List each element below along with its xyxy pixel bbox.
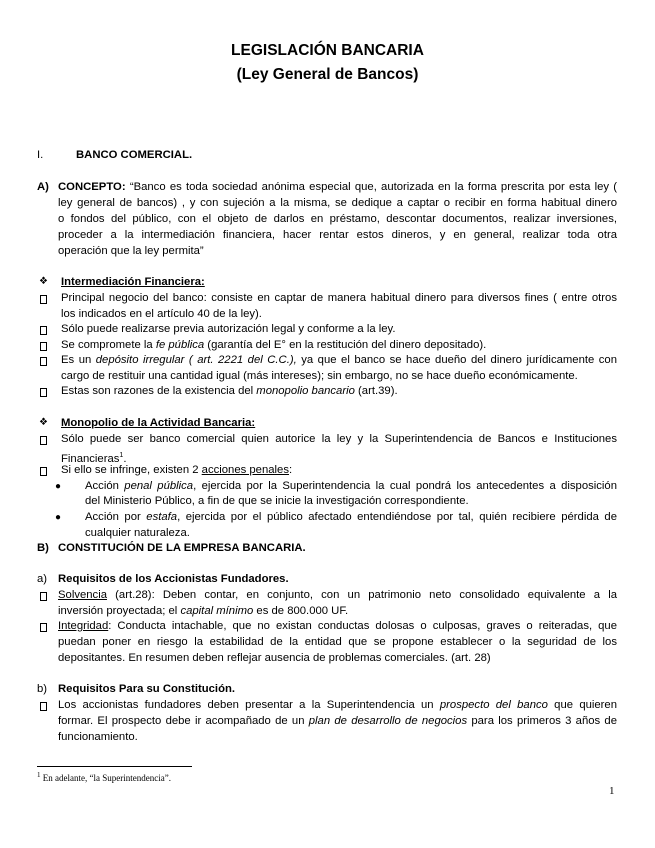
constitucion-bullet-line-1: Los accionistas fundadores deben presentar a la Superintendencia un prospecto del banco que quieren — [58, 699, 618, 711]
box-bullet-icon — [40, 357, 47, 366]
monopolio-heading: Monopolio de la Actividad Bancaria: — [61, 417, 256, 429]
requisitos-b-marker: b) — [37, 683, 48, 695]
monopolio-bullet-2: Si ello se infringe, existen 2 acciones penales: — [61, 464, 293, 476]
concepto-label: CONCEPTO: — [58, 181, 126, 193]
section-heading: BANCO COMERCIAL. — [76, 149, 193, 161]
constitucion-bullet-line-3: funcionamiento. — [58, 731, 138, 743]
box-bullet-icon — [40, 326, 47, 335]
diamond-bullet-icon: ❖ — [39, 276, 48, 287]
box-bullet-icon — [40, 467, 47, 476]
requisitos-a-marker: a) — [37, 573, 48, 585]
intermediacion-bullet-4-cont: cargo de restituir una cantidad igual (más intereses); sin embargo, no se hace dueño económicamente. — [61, 370, 578, 382]
box-bullet-icon — [40, 592, 47, 601]
concepto-line-3: o fondos del público, con el objeto de darlos en préstamo, descontar documentos, realizar inversiones, — [58, 213, 617, 225]
round-bullet-icon: ● — [55, 481, 62, 492]
accion-estafa-cont: cualquier naturaleza. — [85, 527, 190, 539]
concepto-line-5: operación que la ley permita” — [58, 245, 204, 257]
page-number: 1 — [609, 785, 615, 797]
accion-penal-publica: Acción penal pública, ejercida por la Superintendencia la cual pondrá los antecedentes a disposición — [85, 480, 617, 492]
intermediacion-bullet-5: Estas son razones de la existencia del monopolio bancario (art.39). — [61, 385, 398, 397]
integridad-line-1: Integridad: Conducta intachable, que no existan conductas dolosas o culposas, graves o reiteradas, que — [58, 620, 617, 632]
box-bullet-icon — [40, 342, 47, 351]
footnote-separator — [37, 766, 192, 767]
intermediacion-bullet-1: Principal negocio del banco: consiste en captar de manera habitual dinero para diversos fines ( entre otros — [61, 292, 617, 304]
constitucion-bullet-line-2: formar. El prospecto debe ir acompañado de un plan de desarrollo de negocios para los primeros 3 años de — [58, 715, 618, 727]
intermediacion-bullet-4: Es un depósito irregular ( art. 2221 del C.C.), ya que el banco se hace dueño del dinero jurídicamente con — [61, 354, 617, 366]
document-title: LEGISLACIÓN BANCARIA — [231, 42, 424, 59]
monopolio-bullet-1-cont: Financieras$^1$. — [61, 452, 127, 465]
constitucion-heading: CONSTITUCIÓN DE LA EMPRESA BANCARIA. — [58, 542, 306, 554]
box-bullet-icon — [40, 623, 47, 632]
round-bullet-icon: ● — [55, 512, 62, 523]
box-bullet-icon — [40, 436, 47, 445]
accion-estafa: Acción por estafa, ejercida por el público afectado entendiéndose por tal, quién recibiere pérdida de — [85, 511, 617, 523]
concepto-line-4: proceder a la intermediación financiera, hacer rentar estos dineros, y en general, realizar toda otra — [58, 229, 617, 241]
box-bullet-icon — [40, 295, 47, 304]
footnote-ref[interactable]: 1 — [119, 452, 124, 459]
document-subtitle: (Ley General de Bancos) — [236, 66, 419, 83]
concepto-line-1: CONCEPTO: “Banco es toda sociedad anónima especial que, autorizada en la forma prescrita por esta ley ( — [58, 181, 618, 193]
integridad-line-2: puedan poner en riesgo la estabilidad de la entidad que se propone establecer o la seguridad de los — [58, 636, 617, 648]
concepto-line-2: ley general de bancos) , y con sujeción a la misma, se dedique a captar o recibir en forma habitual dinero — [58, 197, 617, 209]
intermediacion-bullet-3: Se compromete la fe pública (garantía del E° en la restitución del dinero depositado). — [61, 339, 487, 351]
intermediacion-heading: Intermediación Financiera: — [61, 276, 205, 288]
section-number: I. — [37, 149, 44, 161]
footnote: $^1$ En adelante, “la Superintendencia”. — [37, 771, 171, 783]
box-bullet-icon — [40, 702, 47, 711]
requisitos-b-heading: Requisitos Para su Constitución. — [58, 683, 236, 695]
diamond-bullet-icon: ❖ — [39, 417, 48, 428]
solvencia-line-1: Solvencia (art.28): Deben contar, en conjunto, con un patrimonio neto consolidado equivalente a la — [58, 589, 617, 601]
box-bullet-icon — [40, 388, 47, 397]
integridad-line-3: depositantes. En resumen deben reflejar ausencia de problemas comerciales. (art. 28) — [58, 652, 491, 664]
monopolio-bullet-1: Sólo puede ser banco comercial quien autorice la ley y la Superintendencia de Bancos e Instituciones — [61, 433, 617, 445]
solvencia-line-2: inversión proyectada; el capital mínimo es de 800.000 UF. — [58, 605, 349, 617]
intermediacion-bullet-1-cont: los indicados en el artículo 40 de la ley). — [61, 308, 262, 320]
requisitos-a-heading: Requisitos de los Accionistas Fundadores. — [58, 573, 289, 585]
intermediacion-bullet-2: Sólo puede realizarse previa autorización legal y conforme a la ley. — [61, 323, 396, 335]
constitucion-marker: B) — [37, 542, 49, 554]
accion-penal-publica-cont: del Ministerio Público, a fin de que se inicie la investigación correspondiente. — [85, 495, 469, 507]
concepto-marker: A) — [37, 181, 49, 193]
